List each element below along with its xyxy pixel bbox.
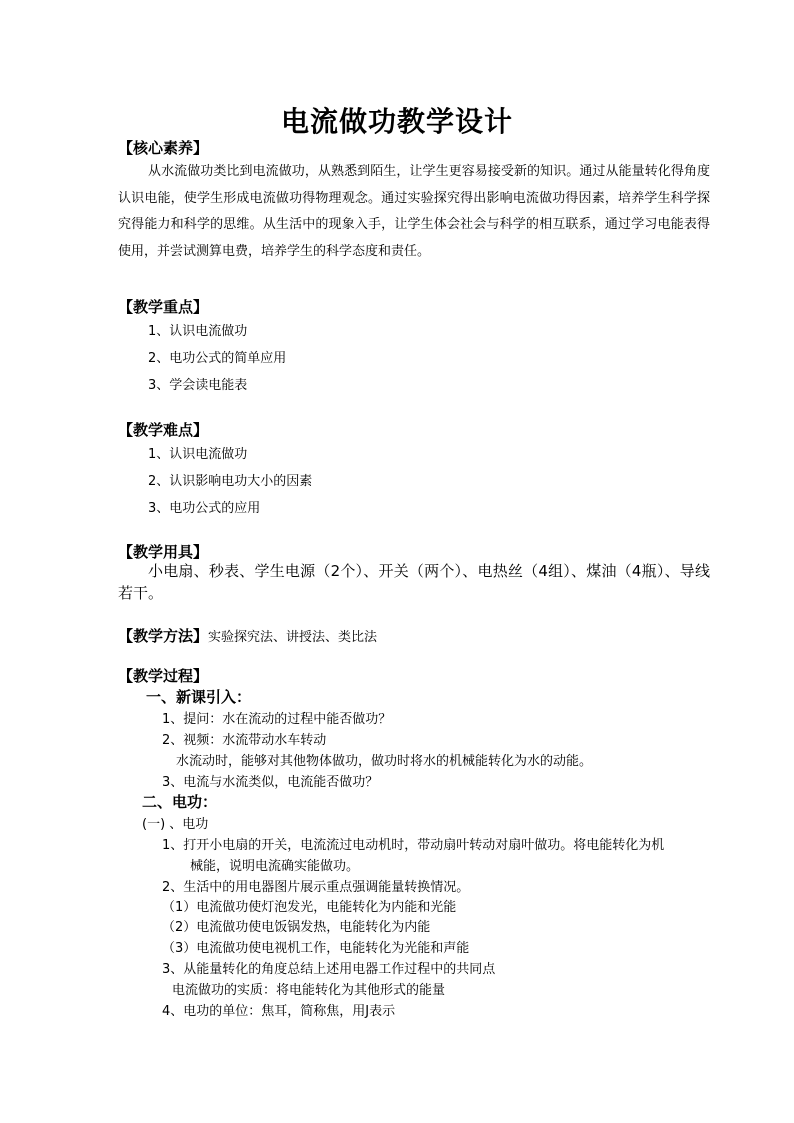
key-points-heading: 【教学重点】 xyxy=(118,298,209,316)
key-point-item: 3、学会读电能表 xyxy=(148,378,248,393)
subsection-title: (一) 、电功 xyxy=(142,817,209,832)
process-item: 1、提问：水在流动的过程中能否做功？ xyxy=(162,712,392,727)
key-point-item: 2、电功公式的简单应用 xyxy=(148,351,287,366)
difficulty-item: 3、电功公式的应用 xyxy=(148,501,261,516)
core-literacy-paragraph: 从水流做功类比到电流做功，从熟悉到陌生，让学生更容易接受新的知识。通过从能量转化得角度认识电能，使学生形成电流做功得物理观念。通过实验探究得出影响电流做功得因素，培养学生科学探究得能力和科学的思维。从生活中的现象入手，让学生体会社会与科学的相互联系，通过学习电能表得使用，并尝试测算电费，培养学生的科学态度和责任。 xyxy=(118,164,710,259)
process-heading: 【教学过程】 xyxy=(118,667,209,685)
process-note: 电流做功的实质：将电能转化为其他形式的能量 xyxy=(172,983,446,998)
difficulties-heading: 【教学难点】 xyxy=(118,421,209,439)
key-point-item: 1、认识电流做功 xyxy=(148,324,248,339)
process-item: 2、生活中的用电器图片展示重点强调能量转换情况。 xyxy=(162,880,470,895)
methods-text: 实验探究法、讲授法、类比法 xyxy=(208,630,378,645)
difficulty-item: 1、认识电流做功 xyxy=(148,447,248,462)
document-title: 电流做功教学设计 xyxy=(280,105,513,138)
core-literacy-heading: 【核心素养】 xyxy=(118,139,209,157)
difficulty-item: 2、认识影响电功大小的因素 xyxy=(148,474,313,489)
process-item: 2、视频：水流带动水车转动 xyxy=(162,733,327,748)
process-example: （2）电流做功使电饭锅发热，电能转化为内能 xyxy=(162,920,431,935)
process-item: 4、电功的单位：焦耳，简称焦，用J表示 xyxy=(162,1004,396,1019)
methods-line xyxy=(118,625,377,646)
tools-paragraph: 小电扇、秒表、学生电源（2个）、开关（两个）、电热丝（4组）、煤油（4瓶）、导线若干。 xyxy=(118,562,710,602)
process-item: 3、从能量转化的角度总结上述用电器工作过程中的共同点 xyxy=(162,962,496,977)
process-item: 3、电流与水流类似，电流能否做功？ xyxy=(162,775,379,790)
section-1-title: 一、新课引入： xyxy=(146,688,252,706)
process-item-continuation: 械能，说明电流确实能做功。 xyxy=(190,859,360,874)
process-example: （3）电流做功使电视机工作，电能转化为光能和声能 xyxy=(162,941,470,956)
process-item: 1、打开小电扇的开关，电流流过电动机时，带动扇叶转动对扇叶做功。将电能转化为机 xyxy=(162,838,665,853)
section-2-title: 二、电功： xyxy=(142,793,218,811)
process-note: 水流动时，能够对其他物体做功，做功时将水的机械能转化为水的动能。 xyxy=(176,754,593,769)
methods-heading: 【教学方法】 xyxy=(118,627,209,645)
tools-heading: 【教学用具】 xyxy=(118,543,209,561)
process-example: （1）电流做功使灯泡发光，电能转化为内能和光能 xyxy=(162,900,457,915)
